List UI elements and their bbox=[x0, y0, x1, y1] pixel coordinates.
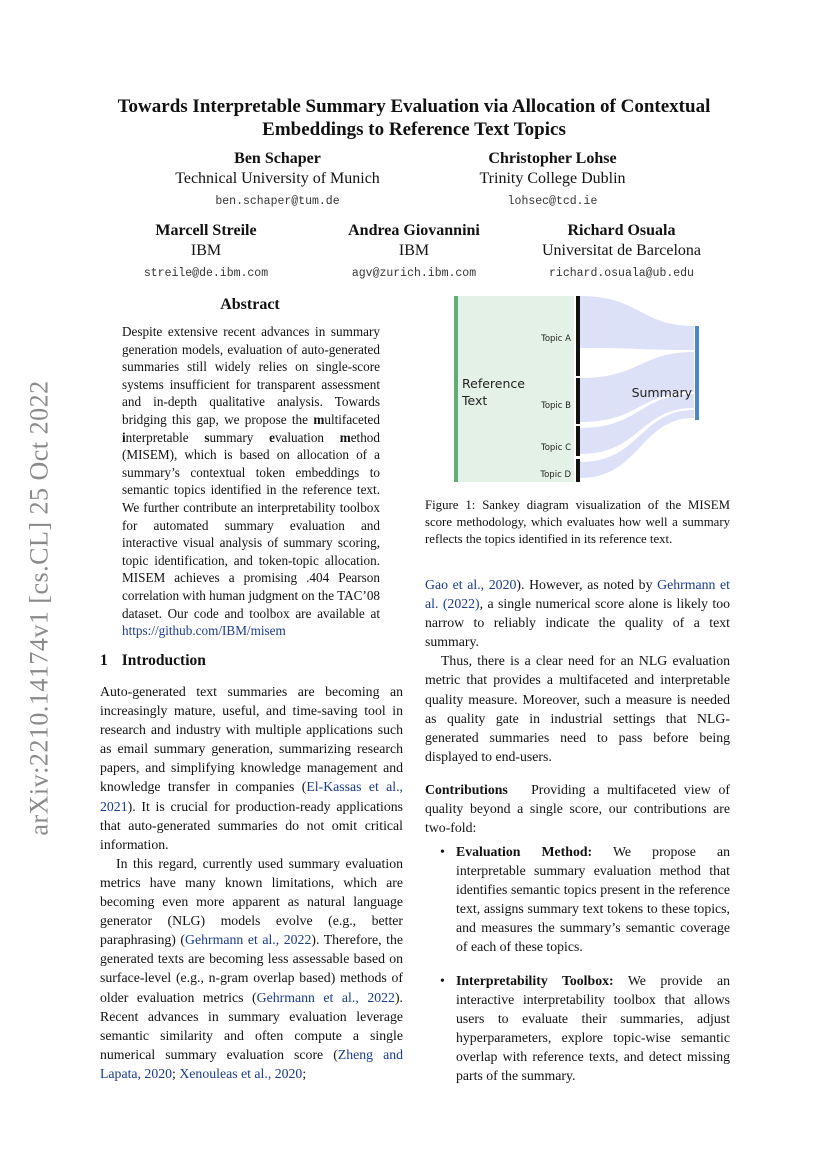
topic-node-c bbox=[576, 426, 580, 456]
topic-label-d: Topic D bbox=[540, 470, 571, 480]
abstract-text: ethod (MISEM), which is based on allocation of a summary’s contextual token embeddings to semantic topics identified in the reference text. We further contribute an interpretability toolbox for automated summary evaluation and interactive visual analysis of summary scoring, topic identification, and token-topic allocation. MISEM achieves a promising .404 Pearson correlation with human judgment on the TAC’08 dataset. Our code and toolbox are available at bbox=[122, 429, 381, 621]
abstract-text: nterpretable bbox=[125, 429, 205, 445]
topic-node-d bbox=[576, 459, 580, 482]
list-item bbox=[440, 842, 730, 957]
section-heading bbox=[100, 652, 206, 670]
acronym-letter: s bbox=[204, 429, 210, 445]
citation-link[interactable]: Gehrmann et al., 2022 bbox=[185, 932, 312, 948]
paragraph bbox=[425, 575, 730, 651]
bullet-text: We provide an interactive interpretability toolbox that allows users to evaluate their summaries, adjust hyperparameters, explore topic-wise semantic overlap with reference texts, and detect missing parts of the summary. bbox=[456, 972, 731, 1084]
figure-caption: Figure 1: Sankey diagram visualization of the MISEM score methodology, which evaluates how well a summary reflects the topics identified in its reference text. bbox=[425, 498, 730, 546]
author-affiliation: IBM bbox=[398, 242, 430, 259]
reference-node bbox=[454, 296, 458, 482]
abstract-heading: Abstract bbox=[220, 296, 280, 313]
author-affiliation: IBM bbox=[190, 242, 222, 259]
topic-node-b bbox=[576, 378, 580, 424]
author-email[interactable]: streile@de.ibm.com bbox=[143, 267, 269, 280]
bullet-text: We propose an interpretable summary evaluation method that identifies semantic topics present in the reference text, assigns summary text tokens to these topics, and measures the summary’s semantic coverage of each of these topics. bbox=[456, 844, 730, 955]
author-block bbox=[440, 149, 665, 212]
author-name: Christopher Lohse bbox=[488, 150, 617, 167]
acronym-letter: i bbox=[122, 429, 126, 445]
section-title: Introduction bbox=[121, 652, 206, 669]
citation-link[interactable]: Gehrmann et al. (2022) bbox=[425, 577, 730, 612]
paragraph-text: Providing a multifaceted view of quality beyond a single score, our contributions are two-fold: bbox=[425, 781, 730, 836]
author-block bbox=[325, 221, 503, 284]
paragraph-text: , a single numerical score alone is likely too narrow to reliably indicate the quality of a text summary. bbox=[425, 596, 730, 650]
author-affiliation: Universitat de Barcelona bbox=[541, 242, 702, 259]
acronym-letter: m bbox=[339, 429, 351, 445]
acronym-letter: e bbox=[269, 429, 275, 445]
author-affiliation: Trinity College Dublin bbox=[479, 170, 626, 187]
section-number: 1 bbox=[100, 652, 108, 669]
paragraph-text: ). However, as noted by bbox=[516, 577, 658, 592]
abstract-text: Despite extensive recent advances in summary generation models, evaluation of auto-generated summaries still widely relies on single-score systems insufficient for transparent assessment and in-depth qualitative analysis. Towards bridging this gap, we propose the bbox=[122, 324, 380, 427]
summary-node bbox=[695, 326, 699, 420]
paragraph-text: ). Therefore, the generated texts are becoming less assessable based on surface-level (e.g., n-gram overlap based) methods of older evaluation metrics ( bbox=[100, 932, 403, 1005]
title-line-1: Towards Interpretable Summary Evaluation via Allocation of Contextual bbox=[117, 96, 711, 117]
author-email[interactable]: richard.osuala@ub.edu bbox=[549, 267, 694, 280]
author-name: Marcell Streile bbox=[155, 222, 257, 239]
citation-link[interactable]: Xenouleas et al., 2020 bbox=[179, 1065, 303, 1081]
paragraph-text: ; bbox=[172, 1065, 180, 1081]
paragraph-text: ). Recent advances in summary evaluation leverage semantic similarity and often compute a single numerical summary evaluation score ( bbox=[100, 989, 403, 1062]
left-column-text bbox=[100, 682, 403, 1083]
topic-label-b: Topic B bbox=[541, 401, 571, 411]
author-block bbox=[120, 221, 292, 284]
topic-label-a: Topic A bbox=[541, 334, 571, 344]
citation-link[interactable]: Gao et al., 2020 bbox=[425, 577, 517, 592]
author-block bbox=[150, 149, 405, 212]
reference-label-line-2: Text bbox=[462, 393, 488, 408]
contributions-heading: Contributions bbox=[425, 781, 508, 797]
paragraph bbox=[100, 682, 403, 854]
summary-label: Summary bbox=[631, 385, 692, 400]
bullet-title: Interpretability Toolbox: bbox=[456, 972, 614, 988]
citation-link[interactable]: Gehrmann et al., 2022 bbox=[256, 989, 395, 1005]
github-link[interactable]: https://github.com/IBM/misem bbox=[122, 623, 286, 639]
acronym-letter: m bbox=[313, 411, 325, 427]
author-email[interactable]: ben.schaper@tum.de bbox=[215, 195, 340, 208]
citation-link[interactable]: Zheng and Lapata, 2020 bbox=[100, 1046, 403, 1081]
flow-topic-a bbox=[580, 296, 694, 350]
topic-label-c: Topic C bbox=[540, 443, 571, 453]
paragraph-text: Auto-generated text summaries are becoming an increasingly mature, useful, and time-saving tool in research and industry with multiple applications such as email summary generation, summarizing research papers, and simplifying knowledge management and knowledge transfer in companies ( bbox=[100, 684, 403, 795]
author-affiliation: Technical University of Munich bbox=[175, 170, 380, 187]
author-name: Ben Schaper bbox=[234, 150, 321, 167]
author-name: Richard Osuala bbox=[567, 222, 676, 239]
contribution-list bbox=[440, 842, 730, 1099]
paragraph-text: ). It is crucial for production-ready applications that auto-generated summaries do not omit critical information. bbox=[100, 798, 403, 852]
topic-node-a bbox=[576, 296, 580, 376]
bullet-title: Evaluation Method: bbox=[456, 844, 593, 859]
paragraph bbox=[425, 780, 730, 837]
paragraph: Thus, there is a clear need for an NLG evaluation metric that provides a multifaceted and interpretable quality measure. Moreover, such a measure is needed as quality gate in industrial settings that NLG-generated summaries need to pass before being displayed to end-users. bbox=[425, 653, 730, 764]
abstract-body bbox=[122, 323, 380, 640]
paragraph-text: In this regard, currently used summary evaluation metrics have many known limitations, which are becoming even more apparent as natural language generator (NLG) models evolve (e.g., better paraphrasing) ( bbox=[100, 855, 403, 948]
title-line-2: Embeddings to Reference Text Topics bbox=[262, 119, 566, 140]
abstract-text: ultifaceted bbox=[324, 411, 380, 427]
author-name: Andrea Giovannini bbox=[348, 222, 480, 239]
paper-title bbox=[80, 95, 748, 141]
paragraph-text: ; bbox=[302, 1065, 307, 1081]
right-column-text bbox=[425, 575, 730, 837]
citation-link[interactable]: El-Kassas et al., 2021 bbox=[100, 779, 403, 814]
author-block bbox=[530, 221, 713, 284]
reference-label-line-1: Reference bbox=[462, 376, 525, 391]
paragraph bbox=[100, 854, 403, 1083]
arxiv-stamp bbox=[18, 368, 62, 848]
list-item bbox=[440, 971, 730, 1086]
abstract-text: valuation bbox=[274, 429, 340, 445]
author-email[interactable]: lohsec@tcd.ie bbox=[507, 195, 598, 208]
sankey-diagram bbox=[440, 292, 740, 488]
abstract-text: ummary bbox=[209, 429, 270, 445]
arxiv-stamp-text: arXiv:2210.14174v1 [cs.CL] 25 Oct 2022 bbox=[25, 380, 55, 836]
author-email[interactable]: agv@zurich.ibm.com bbox=[351, 267, 477, 280]
